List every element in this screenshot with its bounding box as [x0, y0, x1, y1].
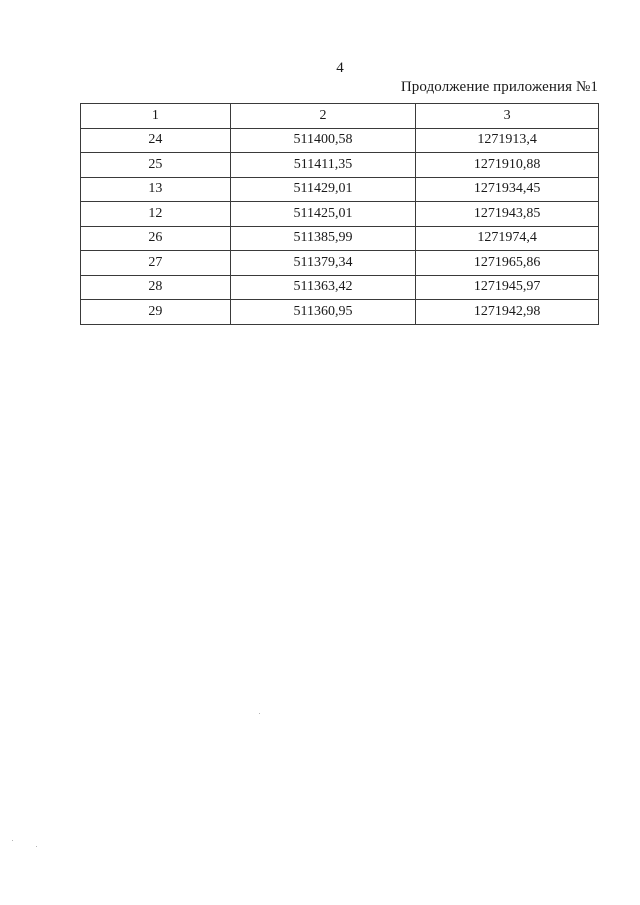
point-number-cell: 29	[81, 300, 231, 325]
column-header: 3	[416, 104, 599, 129]
x-coordinate-cell: 511411,35	[230, 153, 416, 178]
column-header: 2	[230, 104, 416, 129]
point-number-cell: 25	[81, 153, 231, 178]
y-coordinate-cell: 1271934,45	[416, 177, 599, 202]
x-coordinate-cell: 511385,99	[230, 226, 416, 251]
coordinates-table	[80, 103, 599, 325]
y-coordinate-cell: 1271913,4	[416, 128, 599, 153]
table-row	[81, 128, 599, 153]
column-header: 1	[81, 104, 231, 129]
y-coordinate-cell: 1271945,97	[416, 275, 599, 300]
table-row	[81, 153, 599, 178]
table-row	[81, 300, 599, 325]
x-coordinate-cell: 511425,01	[230, 202, 416, 227]
y-coordinate-cell: 1271965,86	[416, 251, 599, 276]
page-number: 4	[336, 60, 344, 76]
point-number-cell: 13	[81, 177, 231, 202]
scan-speck	[259, 713, 260, 714]
table-row	[81, 226, 599, 251]
x-coordinate-cell: 511360,95	[230, 300, 416, 325]
table-row	[81, 275, 599, 300]
scan-speck	[36, 846, 37, 847]
x-coordinate-cell: 511379,34	[230, 251, 416, 276]
appendix-caption: Продолжение приложения №1	[400, 79, 598, 95]
point-number-cell: 27	[81, 251, 231, 276]
table-header-row	[81, 104, 599, 129]
y-coordinate-cell: 1271910,88	[416, 153, 599, 178]
scan-speck	[12, 840, 13, 841]
point-number-cell: 26	[81, 226, 231, 251]
y-coordinate-cell: 1271943,85	[416, 202, 599, 227]
x-coordinate-cell: 511429,01	[230, 177, 416, 202]
y-coordinate-cell: 1271974,4	[416, 226, 599, 251]
x-coordinate-cell: 511400,58	[230, 128, 416, 153]
table-row	[81, 251, 599, 276]
y-coordinate-cell: 1271942,98	[416, 300, 599, 325]
table-row	[81, 177, 599, 202]
point-number-cell: 12	[81, 202, 231, 227]
point-number-cell: 28	[81, 275, 231, 300]
x-coordinate-cell: 511363,42	[230, 275, 416, 300]
point-number-cell: 24	[81, 128, 231, 153]
table-row	[81, 202, 599, 227]
